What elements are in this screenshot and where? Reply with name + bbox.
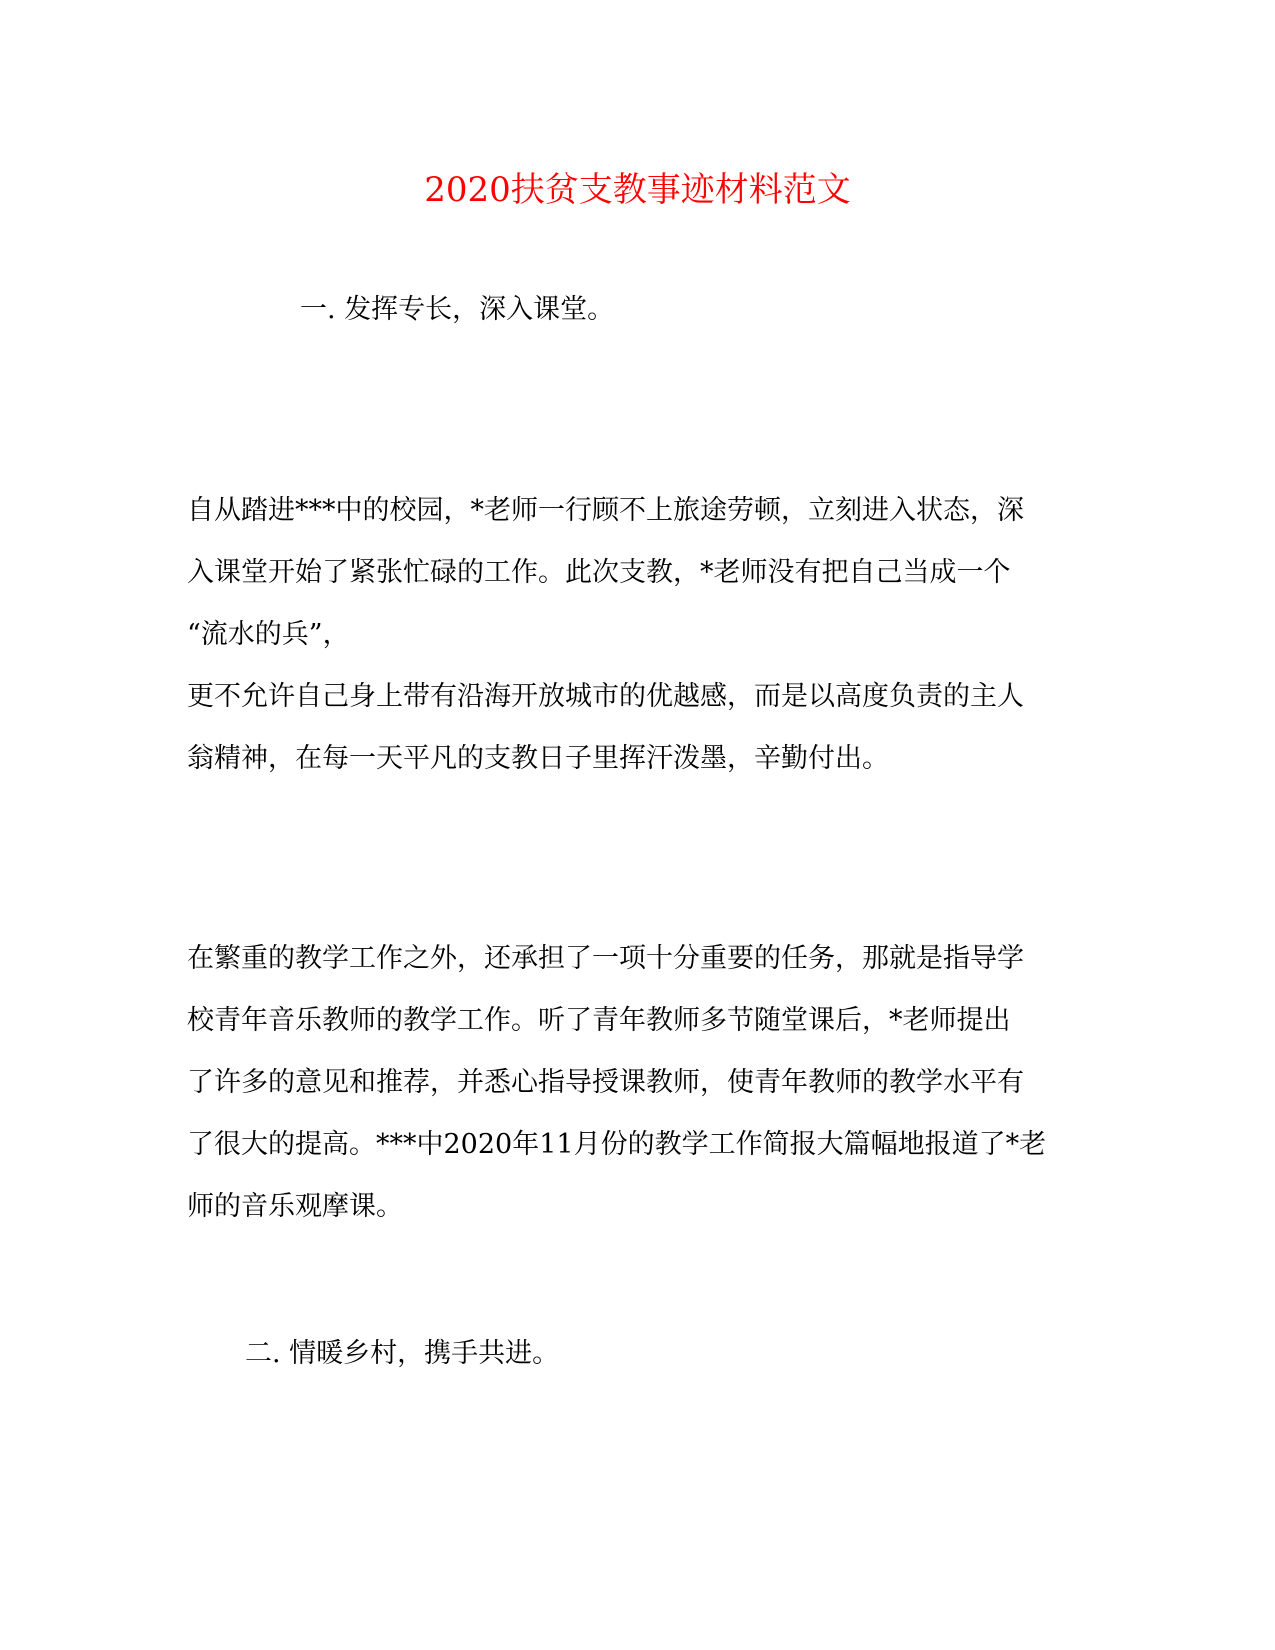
paragraph-line: 入课堂开始了紧张忙碌的工作。此次支教，*老师没有把自己当成一个 — [187, 557, 1011, 588]
document-title: 2020扶贫支教事迹材料范文 — [424, 170, 851, 210]
paragraph-2 — [187, 928, 1087, 1238]
paragraph-line: 自从踏进***中的校园，*老师一行顾不上旅途劳顿，立刻进入状态，深 — [187, 495, 1024, 526]
paragraph-line: 了许多的意见和推荐，并悉心指导授课教师，使青年教师的教学水平有 — [187, 1067, 1024, 1098]
section-heading-1: 一. 发挥专长，深入课堂。 — [300, 294, 615, 325]
paragraph-line: 更不允许自己身上带有沿海开放城市的优越感，而是以高度负责的主人 — [187, 681, 1024, 712]
paragraph-line: 师的音乐观摩课。 — [187, 1191, 403, 1222]
paragraph-line: 了很大的提高。***中2020年11月份的教学工作简报大篇幅地报道了*老 — [187, 1129, 1047, 1160]
paragraph-line: 在繁重的教学工作之外，还承担了一项十分重要的任务，那就是指导学 — [187, 943, 1024, 974]
paragraph-line: 翁精神，在每一天平凡的支教日子里挥汗泼墨，辛勤付出。 — [187, 743, 889, 774]
paragraph-line: 校青年音乐教师的教学工作。听了青年教师多节随堂课后，*老师提出 — [187, 1005, 1011, 1036]
paragraph-line: “流水的兵”， — [187, 619, 350, 650]
section-heading-2: 二. 情暖乡村，携手共进。 — [245, 1338, 560, 1369]
paragraph-1 — [187, 480, 1087, 790]
